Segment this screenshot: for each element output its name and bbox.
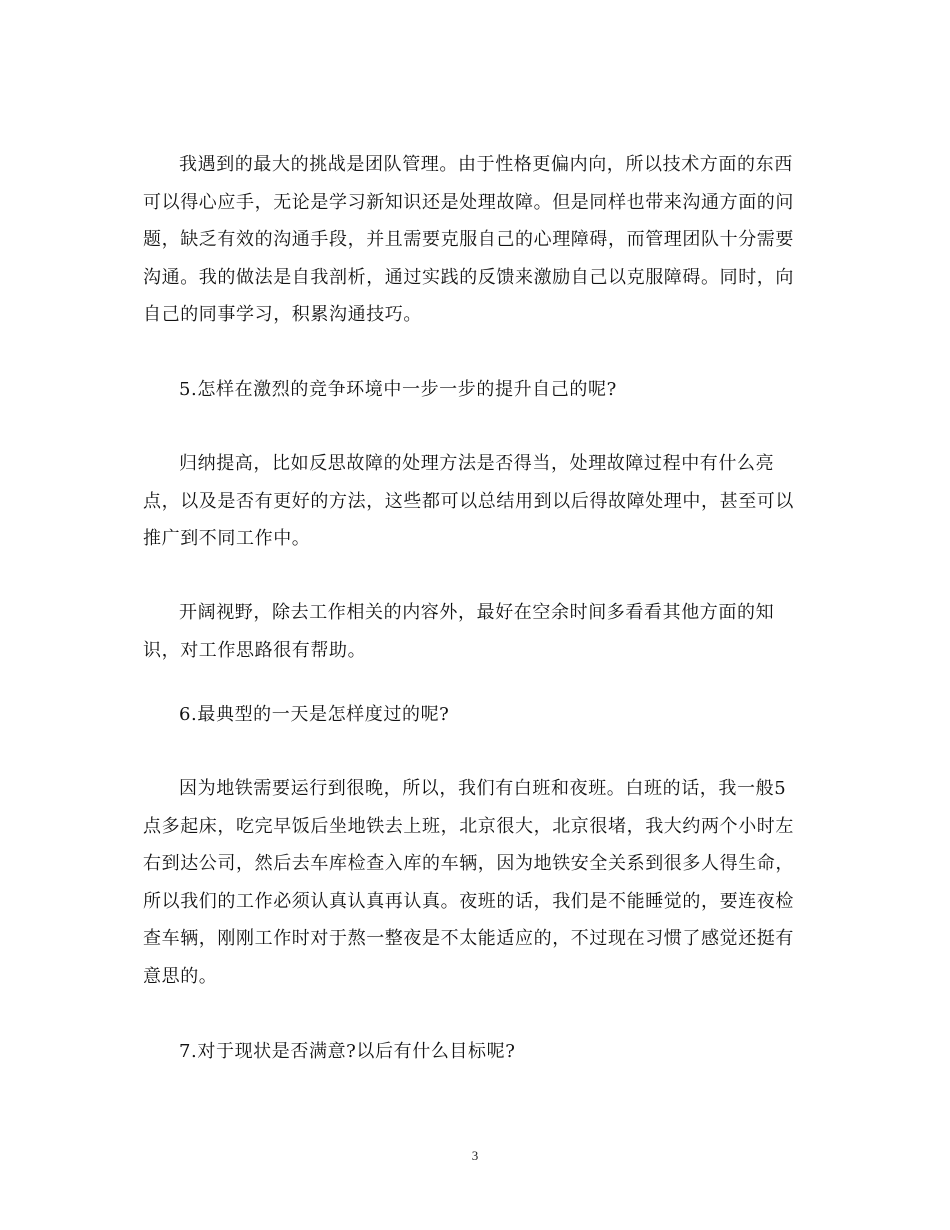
paragraph-line: 点，以及是否有更好的方法，这些都可以总结用到以后得故障处理中，甚至可以 bbox=[143, 490, 794, 512]
paragraph-team-management-challenge bbox=[143, 146, 803, 334]
paragraph-line: 沟通。我的做法是自我剖析，通过实践的反馈来激励自己以克服障碍。同时，向 bbox=[143, 266, 794, 288]
question-5-heading bbox=[143, 371, 803, 409]
question-6-heading bbox=[143, 696, 803, 734]
paragraph-line: 右到达公司，然后去车库检查入库的车辆，因为地铁安全关系到很多人得生命， bbox=[143, 853, 794, 874]
paragraph-line: 自己的同事学习，积累沟通技巧。 bbox=[143, 304, 422, 325]
paragraph-line: 识，对工作思路很有帮助。 bbox=[143, 639, 367, 661]
question-7-heading bbox=[143, 1033, 803, 1071]
paragraph-line: 查车辆，刚刚工作时对于熬一整夜是不太能适应的，不过现在习惯了感觉还挺有 bbox=[143, 928, 794, 949]
paragraph-line: 推广到不同工作中。 bbox=[143, 528, 311, 549]
question-line: 6.最典型的一天是怎样度过的呢? bbox=[179, 704, 450, 725]
question-line: 5.怎样在激烈的竞争环境中一步一步的提升自己的呢? bbox=[179, 379, 617, 400]
paragraph-line: 题，缺乏有效的沟通手段，并且需要克服自己的心理障碍，而管理团队十分需要 bbox=[143, 229, 794, 250]
paragraph-line: 可以得心应手，无论是学习新知识还是处理故障。但是同样也带来沟通方面的问 bbox=[143, 191, 794, 213]
question-line: 7.对于现状是否满意?以后有什么目标呢? bbox=[179, 1041, 516, 1062]
paragraph-summarize-improve bbox=[143, 445, 803, 558]
paragraph-line: 因为地铁需要运行到很晚，所以，我们有白班和夜班。白班的话，我一般5 bbox=[179, 778, 787, 799]
paragraph-typical-day bbox=[143, 770, 803, 995]
paragraph-line: 归纳提高，比如反思故障的处理方法是否得当，处理故障过程中有什么亮 bbox=[179, 453, 775, 474]
paragraph-line: 开阔视野，除去工作相关的内容外，最好在空余时间多看看其他方面的知 bbox=[179, 602, 775, 623]
paragraph-line: 意思的。 bbox=[143, 965, 218, 987]
paragraph-broaden-horizons bbox=[143, 594, 803, 669]
paragraph-line: 所以我们的工作必须认真认真再认真。夜班的话，我们是不能睡觉的，要连夜检 bbox=[143, 890, 794, 912]
paragraph-line: 我遇到的最大的挑战是团队管理。由于性格更偏内向，所以技术方面的东西 bbox=[179, 154, 793, 175]
page-number: 3 bbox=[471, 1148, 479, 1163]
paragraph-line: 点多起床，吃完早饭后坐地铁去上班，北京很大，北京很堵，我大约两个小时左 bbox=[143, 815, 794, 837]
